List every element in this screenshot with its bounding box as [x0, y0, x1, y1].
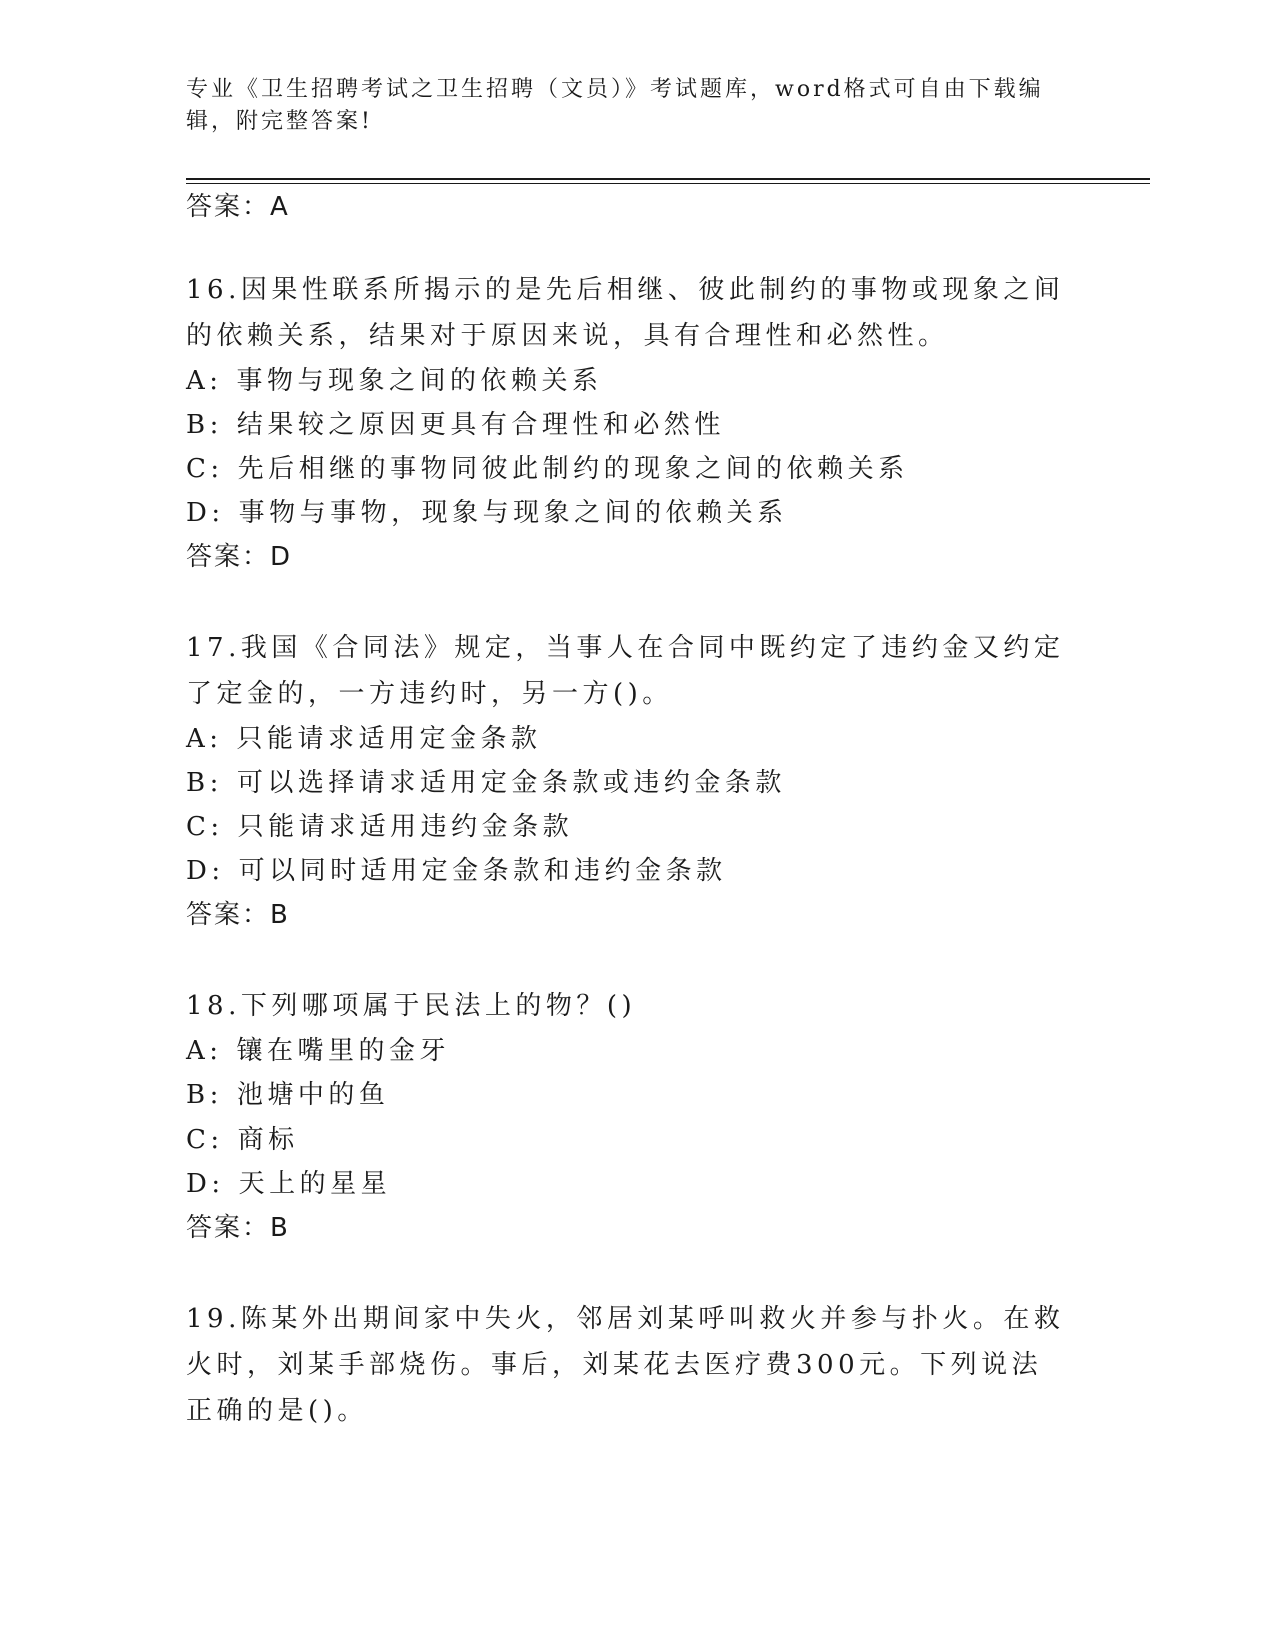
option-key: D: — [186, 856, 225, 886]
question-18-option-a — [186, 1034, 1066, 1068]
question-17-answer: 答案：B — [186, 900, 290, 930]
option-text: 天上的星星 — [238, 1169, 392, 1199]
header-rule-thick — [186, 178, 1150, 180]
option-key: A: — [186, 366, 223, 396]
question-16-option-a — [186, 364, 1066, 398]
question-17-stem: 17.我国《合同法》规定，当事人在合同中既约定了违约金又约定了定金的，一方违约时，另一方()。 — [186, 633, 1065, 709]
option-text: 结果较之原因更具有合理性和必然性 — [236, 410, 725, 440]
question-17-option-a — [186, 722, 1066, 756]
page-header: 专业《卫生招聘考试之卫生招聘（文员）》考试题库，word格式可自由下载编辑，附完整答案! — [186, 77, 1044, 134]
option-key: A: — [186, 1036, 223, 1066]
question-19-stem: 19.陈某外出期间家中失火，邻居刘某呼叫救火并参与扑火。在救火时，刘某手部烧伤。事后，刘某花去医疗费300元。下列说法正确的是()。 — [186, 1304, 1065, 1426]
option-key: A: — [186, 724, 223, 754]
option-text: 只能请求适用定金条款 — [236, 724, 542, 754]
question-16-option-d — [186, 496, 1066, 530]
option-key: B: — [186, 1080, 223, 1110]
question-16-answer: 答案：D — [186, 542, 293, 572]
question-18-answer: 答案：B — [186, 1213, 290, 1243]
question-17-option-d — [186, 854, 1066, 888]
option-key: C: — [186, 454, 224, 484]
option-text: 事物与事物，现象与现象之间的依赖关系 — [238, 498, 788, 528]
option-text: 先后相继的事物同彼此制约的现象之间的依赖关系 — [237, 454, 909, 484]
option-text: 镶在嘴里的金牙 — [236, 1036, 451, 1066]
option-key: B: — [186, 768, 223, 798]
option-text: 可以选择请求适用定金条款或违约金条款 — [236, 768, 786, 798]
question-17-option-c — [186, 810, 1066, 844]
question-18-stem: 18.下列哪项属于民法上的物？() — [186, 991, 637, 1021]
option-key: B: — [186, 410, 223, 440]
option-text: 只能请求适用违约金条款 — [237, 812, 574, 842]
answer-prev: 答案：A — [186, 192, 290, 222]
option-key: C: — [186, 1125, 224, 1155]
question-16-stem: 16.因果性联系所揭示的是先后相继、彼此制约的事物或现象之间的依赖关系，结果对于原因来说，具有合理性和必然性。 — [186, 275, 1065, 351]
option-text: 可以同时适用定金条款和违约金条款 — [238, 856, 727, 886]
header-rule-thin — [186, 183, 1150, 184]
option-key: C: — [186, 812, 224, 842]
option-key: D: — [186, 1169, 225, 1199]
question-18-option-d — [186, 1167, 1066, 1201]
question-16-option-b — [186, 408, 1066, 442]
option-text: 商标 — [237, 1125, 299, 1155]
question-17-option-b — [186, 766, 1066, 800]
option-text: 池塘中的鱼 — [236, 1080, 390, 1110]
question-18-option-b — [186, 1078, 1066, 1112]
question-18-option-c — [186, 1123, 1066, 1157]
option-text: 事物与现象之间的依赖关系 — [236, 366, 603, 396]
option-key: D: — [186, 498, 225, 528]
question-16-option-c — [186, 452, 1066, 486]
